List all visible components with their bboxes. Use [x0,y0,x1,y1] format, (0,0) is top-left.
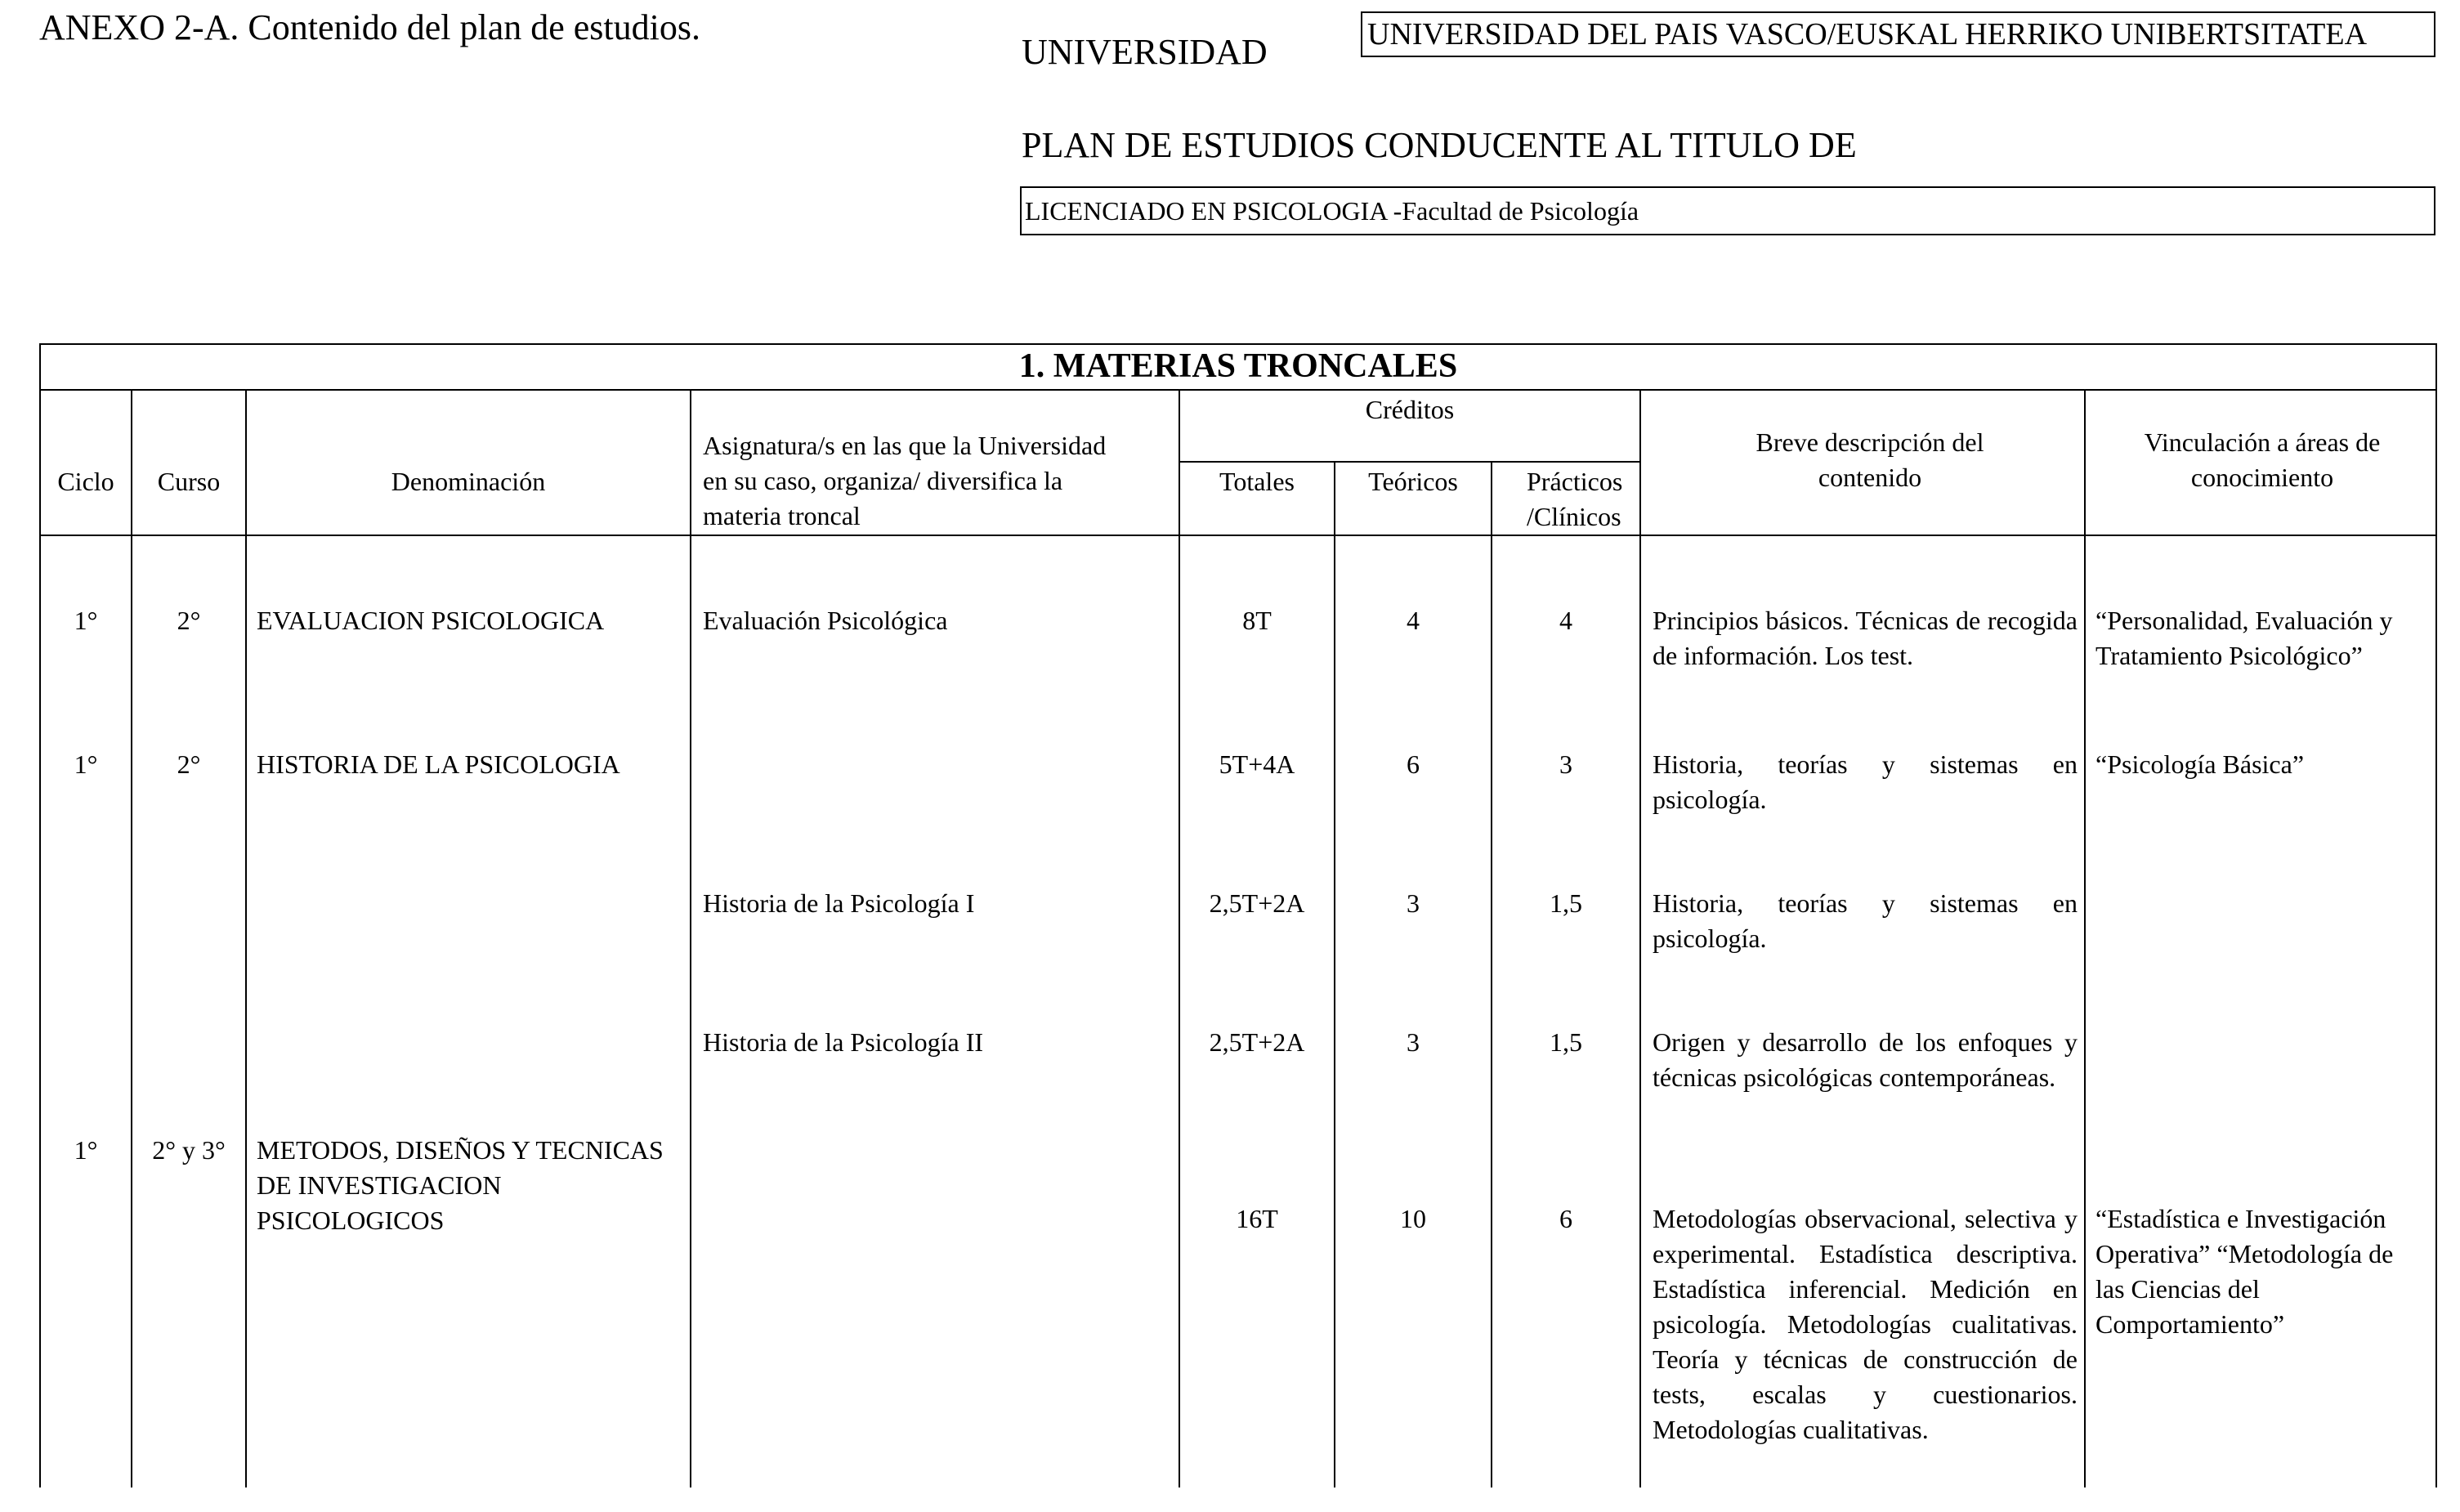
section-title: 1. MATERIAS TRONCALES [1018,347,1458,385]
row-teoricos: 3 [1407,888,1420,918]
creditos-subheader-divider [1179,461,1639,463]
row-totales: 8T [1242,606,1272,635]
row-totales: 5T+4A [1219,749,1295,779]
row-descripcion: Metodologías observacional, selectiva y experimental. Estadística descriptiva. Estadística inferencial. Medición en psicología. Metodologías cualitativas. Teoría y técnicas de construcción de tests, escalas y cuestionarios. Metodologías cualitativas. [1653,1204,2078,1444]
header-creditos: Créditos [1365,395,1455,424]
row-totales: 2,5T+2A [1209,1027,1305,1057]
row-vinculacion: “Personalidad, Evaluación y Tratamiento Psicológico” [2095,606,2393,670]
col-sep [1179,389,1180,1487]
row-vinculacion: “Psicología Básica” [2095,749,2305,779]
university-field: UNIVERSIDAD DEL PAIS VASCO/EUSKAL HERRIKO UNIBERTSITATEA [1361,11,2435,57]
row-curso: 2° [177,606,201,635]
row-denominacion: EVALUACION PSICOLOGICA [257,606,605,635]
row-practicos: 4 [1559,606,1572,635]
col-sep [690,389,691,1487]
header-denominacion: Denominación [391,467,546,496]
plan-label: PLAN DE ESTUDIOS CONDUCENTE AL TITULO DE [1022,125,1857,165]
col-sep [1639,389,1641,1487]
degree-title-field: LICENCIADO EN PSICOLOGIA -Facultad de Psicología [1020,186,2435,235]
col-sep [131,389,132,1487]
materias-troncales-table [39,343,2437,1487]
row-teoricos: 3 [1407,1027,1420,1057]
header-divider [39,535,2437,536]
header-curso: Curso [157,467,221,496]
header-teoricos: Teóricos [1368,467,1458,496]
row-asignatura: Evaluación Psicológica [703,606,948,635]
header-asignaturas: Asignatura/s en las que la Universidad en su caso, organiza/ diversifica la materia troncal [703,431,1107,530]
header-descripcion: Breve descripción del contenido [1756,427,1984,492]
row-totales: 16T [1236,1204,1278,1233]
header-practicos: Prácticos /Clínicos [1527,467,1623,531]
row-descripcion: Origen y desarrollo de los enfoques y técnicas psicológicas contemporáneas. [1653,1027,2078,1092]
col-sep [2084,389,2086,1487]
row-denominacion: HISTORIA DE LA PSICOLOGIA [257,749,620,779]
row-denominacion: METODOS, DISEÑOS Y TECNICAS DE INVESTIGACION PSICOLOGICOS [257,1135,664,1235]
row-asignatura: Historia de la Psicología II [703,1027,984,1057]
row-curso: 2° y 3° [152,1135,226,1165]
row-practicos: 3 [1559,749,1572,779]
annex-title: ANEXO 2-A. Contenido del plan de estudios. [39,7,700,47]
header-vinculacion: Vinculación a áreas de conocimiento [2144,427,2381,492]
row-totales: 2,5T+2A [1209,888,1305,918]
header-totales: Totales [1219,467,1295,496]
row-vinculacion: “Estadística e Investigación Operativa” “Metodología de las Ciencias del Comportamiento” [2095,1204,2394,1339]
row-descripcion: Historia, teorías y sistemas en psicología. [1653,888,2078,953]
university-label: UNIVERSIDAD [1022,32,1268,72]
row-ciclo: 1° [74,749,98,779]
row-teoricos: 10 [1400,1204,1426,1233]
row-teoricos: 4 [1407,606,1420,635]
col-sep [245,389,247,1487]
table-border-right [2435,343,2437,1487]
table-border-left [39,343,41,1487]
row-practicos: 1,5 [1550,888,1582,918]
row-teoricos: 6 [1407,749,1420,779]
row-practicos: 6 [1559,1204,1572,1233]
row-curso: 2° [177,749,201,779]
section-title-divider [39,389,2437,391]
row-practicos: 1,5 [1550,1027,1582,1057]
row-ciclo: 1° [74,606,98,635]
row-descripcion: Historia, teorías y sistemas en psicología. [1653,749,2078,814]
header-ciclo: Ciclo [57,467,114,496]
row-ciclo: 1° [74,1135,98,1165]
row-descripcion: Principios básicos. Técnicas de recogida de información. Los test. [1653,606,2078,670]
row-asignatura: Historia de la Psicología I [703,888,975,918]
